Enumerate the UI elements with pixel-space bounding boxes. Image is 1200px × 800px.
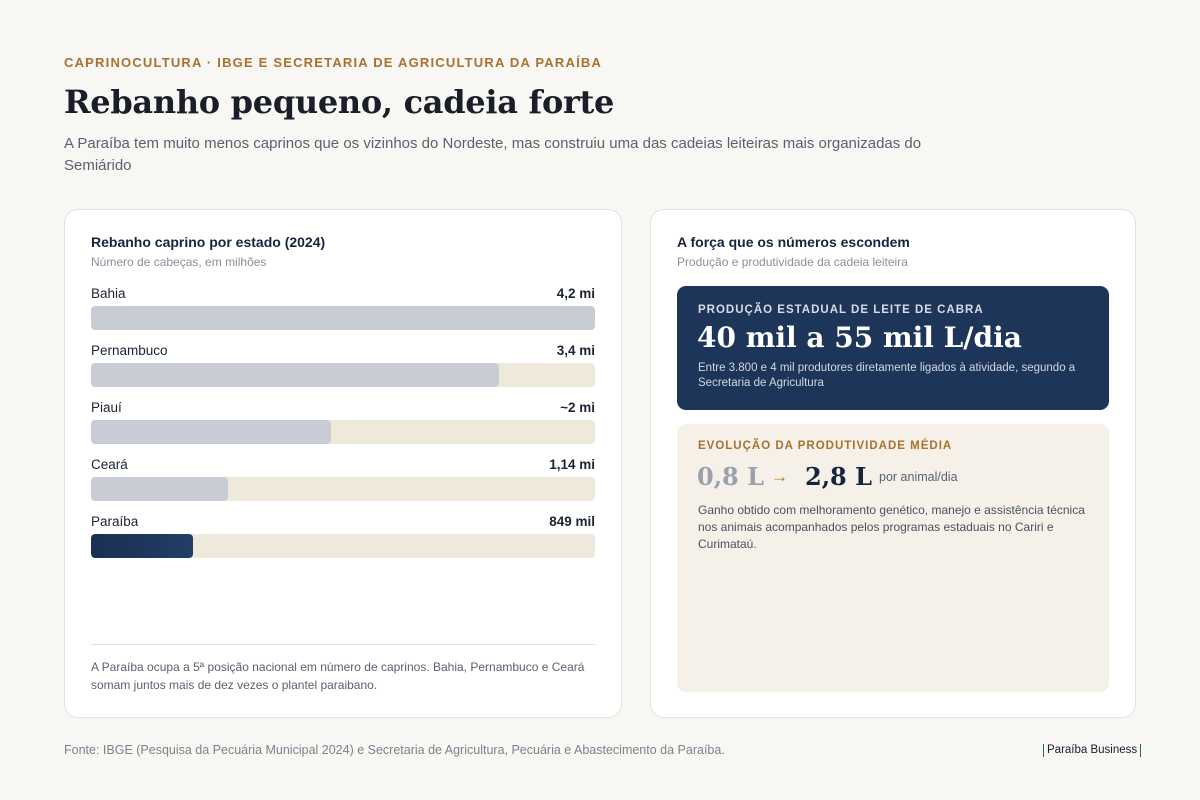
bar [91,363,499,387]
productivity-panel [677,424,1109,692]
productivity-to: 2,8 L [805,462,872,491]
chart-title: Rebanho caprino por estado (2024) [91,234,326,250]
production-value: 40 mil a 55 mil L/dia [697,321,1022,354]
bar-track [91,477,595,501]
bar-track [91,534,595,558]
bar-label: Piauí [91,400,122,415]
productivity-description: Ganho obtido com melhoramento genético, manejo e assistência técnica nos animais acompanhados pelos programas estaduais no Cariri e Curimataú. [698,503,1085,551]
bar-row [91,457,595,509]
bar-value-label: 1,14 mi [549,457,595,472]
card-subtitle: Produção e produtividade da cadeia leiteira [677,255,908,269]
bar [91,306,595,330]
production-description: Entre 3.800 e 4 mil produtores diretamente ligados à atividade, segundo a Secretaria de Agricultura [698,362,1076,389]
bar-label: Pernambuco [91,343,168,358]
productivity-unit: por animal/dia [879,470,958,484]
productivity-values [697,462,1097,496]
page-title: Rebanho pequeno, cadeia forte [64,83,615,121]
bar-value-label: 849 mil [549,514,595,529]
bar-row [91,343,595,395]
chart-subtitle: Número de cabeças, em milhões [91,255,267,269]
productivity-from: 0,8 L [697,462,764,491]
divider [91,644,595,645]
bar [91,420,331,444]
bar-label: Ceará [91,457,128,472]
brand-logo: Paraíba Business [1043,744,1141,757]
bar-track [91,420,595,444]
bar-value-label: ~2 mi [560,400,595,415]
productivity-label: EVOLUÇÃO DA PRODUTIVIDADE MÉDIA [698,440,953,452]
eyebrow: CAPRINOCULTURA · IBGE E SECRETARIA DE AGRICULTURA DA PARAÍBA [64,55,603,70]
bar-label: Paraíba [91,514,139,529]
bar-track [91,363,595,387]
herd-chart-card [64,209,622,718]
page-subtitle: A Paraíba tem muito menos caprinos que os vizinhos do Nordeste, mas construiu uma das cadeias leiteiras mais organizadas do Semiárido [64,135,922,174]
bar [91,477,228,501]
bar-row [91,400,595,452]
chart-footnote: A Paraíba ocupa a 5ª posição nacional em número de caprinos. Bahia, Pernambuco e Ceará somam juntos mais de dez vezes o plantel paraibano. [91,660,585,692]
bar-value-label: 4,2 mi [556,286,595,301]
dairy-chain-card [650,209,1136,718]
production-label: PRODUÇÃO ESTADUAL DE LEITE DE CABRA [698,304,984,316]
bar-row [91,514,595,566]
bar-value-label: 3,4 mi [556,343,595,358]
bar [91,534,193,558]
arrow-right-icon: → [771,467,788,486]
production-panel [677,286,1109,410]
bar-track [91,306,595,330]
source-note: Fonte: IBGE (Pesquisa da Pecuária Municipal 2024) e Secretaria de Agricultura, Pecuária e Abastecimento da Paraíba. [64,743,725,757]
card-title: A força que os números escondem [677,234,910,250]
bar-label: Bahia [91,286,126,301]
bar-row [91,286,595,338]
